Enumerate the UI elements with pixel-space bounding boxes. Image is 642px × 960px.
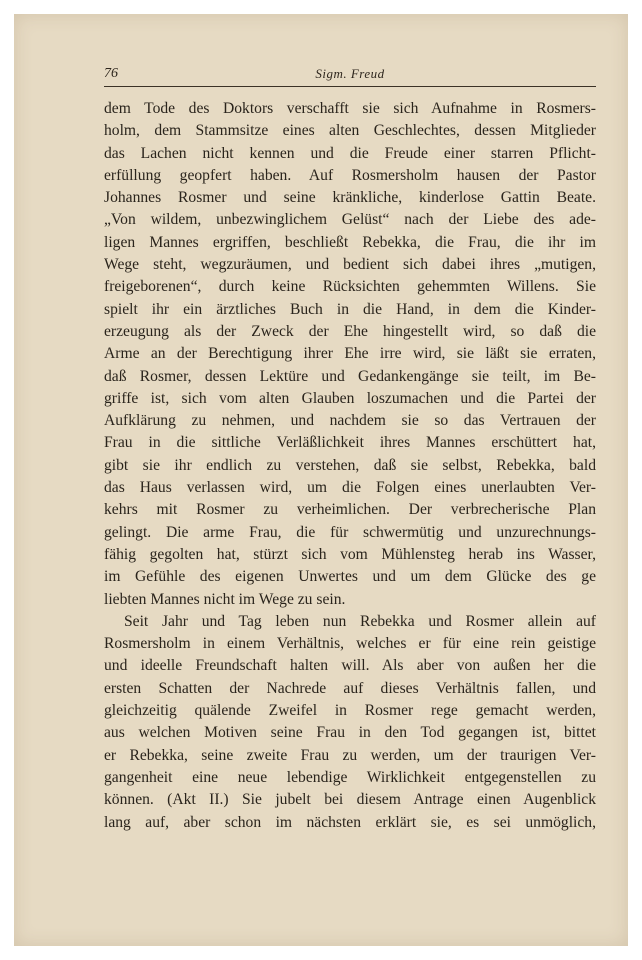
- text-line: erzeugung als der Zweck der Ehe hingestellt wird, so daß die: [104, 322, 596, 340]
- text-line: Seit Jahr und Tag leben nun Rebekka und Rosmer allein auf: [124, 612, 596, 630]
- text-line: freigeborenen“, durch keine Rücksichten gehemmten Willens. Sie: [104, 278, 596, 296]
- text-line: er Rebekka, seine zweite Frau zu werden, um der traurigen Ver-: [104, 746, 596, 764]
- paragraph-1: [104, 98, 596, 611]
- text-line: kehrs mit Rosmer zu verheimlichen. Der verbrecherische Plan: [104, 501, 596, 519]
- text-line: spielt ihr ein ärztliches Buch in die Hand, in dem die Kinder-: [104, 300, 596, 318]
- text-line: Frau in die sittliche Verläßlichkeit ihres Mannes erschüttert hat,: [104, 434, 596, 452]
- text-line: griffe ist, sich vom alten Glauben loszumachen und die Partei der: [104, 389, 596, 407]
- text-line: fähig gegolten hat, stürzt sich vom Mühlensteg herab ins Wasser,: [104, 545, 596, 563]
- text-line: gelingt. Die arme Frau, die für schwermütig und unzurechnungs-: [104, 523, 596, 541]
- text-line: Wege steht, wegzuräumen, und bedient sich dabei ihres „mutigen,: [104, 256, 596, 274]
- page-header: [104, 66, 596, 87]
- text-line: können. (Akt II.) Sie jubelt bei diesem Antrage einen Augenblick: [104, 791, 596, 809]
- text-line: Aufklärung zu nehmen, und nachdem sie so das Vertrauen der: [104, 412, 596, 430]
- body-text: [104, 98, 596, 834]
- text-line: ersten Schatten der Nachrede auf dieses Verhältnis fallen, und: [104, 679, 596, 697]
- running-head: Sigm. Freud: [315, 66, 385, 81]
- text-line: im Gefühle des eigenen Unwertes und um dem Glücke des ge: [104, 568, 596, 586]
- text-line: das Lachen nicht kennen und die Freude einer starren Pflicht-: [104, 144, 596, 162]
- text-line: aus welchen Motiven seine Frau in den Tod gegangen ist, bittet: [104, 724, 596, 742]
- text-line: ligen Mannes ergriffen, beschließt Rebekka, die Frau, die ihr im: [104, 233, 596, 251]
- text-line: gleichzeitig quälende Zweifel in Rosmer rege gemacht werden,: [104, 702, 596, 720]
- text-line: Arme an der Berechtigung ihrer Ehe irre wird, sie läßt sie erraten,: [104, 345, 596, 363]
- text-line: holm, dem Stammsitze eines alten Geschlechtes, dessen Mitglieder: [104, 122, 596, 140]
- text-line: das Haus verlassen wird, um die Folgen eines unerlaubten Ver-: [104, 479, 596, 497]
- text-line: lang auf, aber schon im nächsten erklärt sie, es sei unmöglich,: [104, 813, 596, 831]
- text-line: liebten Mannes nicht im Wege zu sein.: [104, 590, 346, 608]
- text-line: „Von wildem, unbezwinglichem Gelüst“ nach der Liebe des ade-: [104, 211, 596, 229]
- paragraph-2: [104, 611, 596, 834]
- text-line: dem Tode des Doktors verschafft sie sich Aufnahme in Rosmers-: [104, 100, 596, 117]
- text-line: erfüllung geopfert haben. Auf Rosmersholm hausen der Pastor: [104, 166, 596, 184]
- page-number: 76: [104, 66, 118, 81]
- text-line: daß Rosmer, dessen Lektüre und Gedankengänge sie teilt, im Be-: [104, 367, 596, 385]
- text-line: Rosmersholm in einem Verhältnis, welches er für eine rein geistige: [104, 635, 596, 653]
- text-line: gibt sie ihr endlich zu verstehen, daß sie selbst, Rebekka, bald: [104, 456, 596, 474]
- text-line: und ideelle Freundschaft halten will. Als aber von außen her die: [104, 657, 596, 675]
- text-line: gangenheit eine neue lebendige Wirklichkeit entgegenstellen zu: [104, 768, 596, 786]
- text-line: Johannes Rosmer und seine kränkliche, kinderlose Gattin Beate.: [104, 189, 596, 207]
